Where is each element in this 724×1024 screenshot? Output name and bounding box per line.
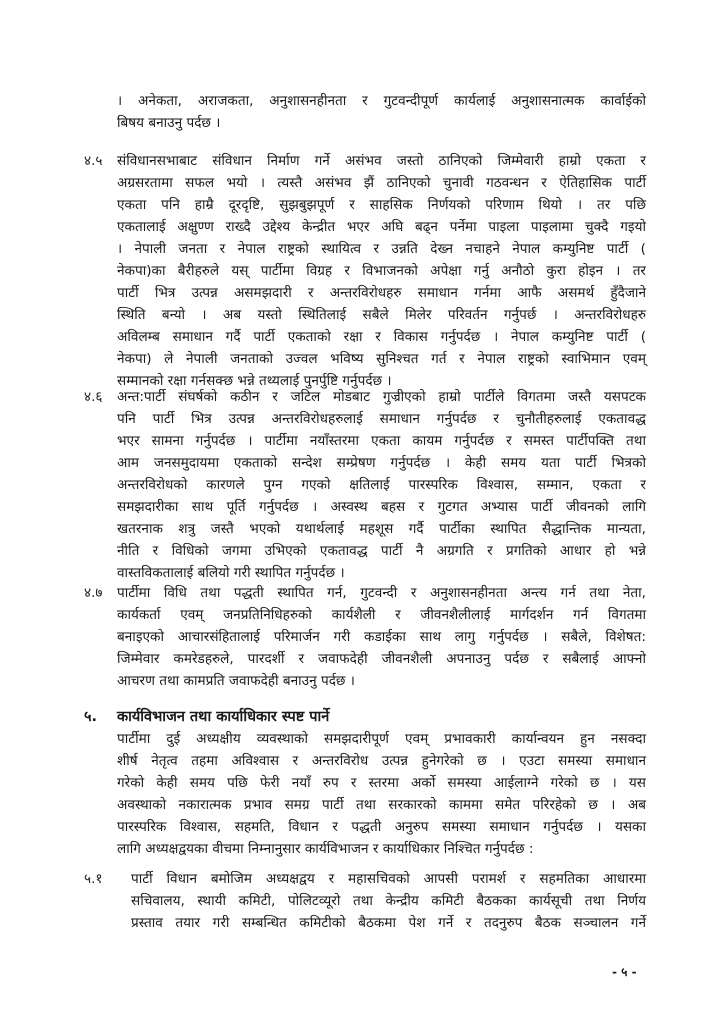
- paragraph-line: पारस्परिक विश्वास, सहमति, विधान र पद्धती अनुरुप समस्या समाधान गर्नुपर्दछ । यसका: [117, 819, 646, 835]
- paragraph-line: अग्रसरतामा सफल भयो । त्यस्तै असंभव झैं ठानिएको चुनावी गठवन्धन र ऐतिहासिक पार्टी: [117, 175, 646, 191]
- paragraph-line: अन्त:पार्टी संघर्षको कठीन र जटिल मोडबाट गुज्रीएको हाम्रो पार्टीले विगतमा जस्तै यसपटक: [117, 389, 646, 405]
- paragraph-line: प्रस्ताव तयार गरी सम्बन्धित कमिटीको बैठकमा पेश गर्ने र तदनुरुप बैठक सञ्चालन गर्ने: [131, 915, 646, 931]
- paragraph-line: समझदारीका साथ पूर्ति गर्नुपर्दछ । अस्वस्थ बहस र गुटगत अभ्यास पार्टी जीवनको लागि: [117, 499, 646, 515]
- chapter-number: ५.: [84, 709, 98, 725]
- paragraph-line: अवस्थाको नकारात्मक प्रभाव समग्र पार्टी तथा सरकारको काममा समेत परिरहेको छ । अब: [117, 797, 646, 813]
- paragraph-line: स्थिति बन्यो । अब यस्तो स्थितिलाई सबैले मिलेर परिवर्तन गर्नुपर्छ । अन्तरविरोधहरु: [117, 307, 646, 323]
- paragraph-line: कार्यकर्ता एवम् जनप्रतिनिधिहरुको कार्यशैली र जीवनशैलीलाई मार्गदर्शन गर्न विगतमा: [117, 607, 646, 623]
- paragraph-line: पार्टीमा दुई अध्यक्षीय व्यवस्थाको समझदारीपूर्ण एवम् प्रभावकारी कार्यान्वयन हुन नसक्दा: [117, 731, 646, 747]
- paragraph-line: भएर सामना गर्नुपर्दछ । पार्टीमा नयाँस्तरमा एकता कायम गर्नुपर्दछ र समस्त पार्टीपक्ति तथा: [117, 433, 646, 449]
- paragraph-line: बनाइएको आचारसंहितालाई परिमार्जन गरी कडाईका साथ लागु गर्नुपर्दछ । सबैले, विशेषत:: [117, 629, 646, 645]
- paragraph-line: नेकपा) ले नेपाली जनताको उज्वल भविष्य सुनिश्चत गर्त र नेपाल राष्ट्रको स्वाभिमान एवम्: [117, 351, 646, 367]
- paragraph-line: बिषय बनाउनु पर्दछ ।: [117, 115, 221, 131]
- paragraph-line: लागि अध्यक्षद्वयका वीचमा निम्नानुसार कार्यविभाजन र कार्याधिकार निश्चित गर्नुपर्दछ :: [117, 841, 534, 857]
- paragraph-line: । नेपाली जनता र नेपाल राष्ट्रको स्थायित्व र उन्नति देख्न नचाहने नेपाल कम्युनिष्ट पार्टी (: [117, 241, 646, 257]
- paragraph-line: सम्मानको रक्षा गर्नसक्छ भन्ने तथ्यलाई पुनर्पुष्टि गर्नुपर्दछ ।: [117, 373, 392, 389]
- paragraph-line: नीति र विधिको जगमा उभिएको एकतावद्ध पार्टी नै अग्रगति र प्रगतिको आधार हो भन्ने: [117, 543, 646, 559]
- paragraph-line: आचरण तथा कामप्रति जवाफदेही बनाउनु पर्दछ ।: [117, 673, 355, 689]
- paragraph-line: खतरनाक शत्रु जस्तै भएको यथार्थलाई महशूस गर्दै पार्टीका स्थापित सैद्धान्तिक मान्यता,: [117, 521, 646, 537]
- paragraph-line: आम जनसमुदायमा एकताको सन्देश सम्प्रेषण गर्नुपर्दछ । केही समय यता पार्टी भित्रको: [117, 455, 646, 471]
- paragraph-line: एकता पनि हाम्रै दूरदृष्टि, सुझबुझपूर्ण र साहसिक निर्णयको परिणाम थियो । तर पछि: [117, 197, 646, 213]
- section-number: ४.७: [84, 585, 103, 601]
- paragraph-line: पार्टीमा विधि तथा पद्धती स्थापित गर्न, गुटवन्दी र अनुशासनहीनता अन्त्य गर्न तथा नेता,: [117, 585, 646, 601]
- paragraph-line: । अनेकता, अराजकता, अनुशासनहीनता र गुटवन्दीपूर्ण कार्यलाई अनुशासनात्मक कार्वाईको: [117, 93, 646, 109]
- chapter-title: कार्यविभाजन तथा कार्याधिकार स्पष्ट पार्ने: [117, 709, 330, 725]
- paragraph-line: गरेको केही समय पछि फेरी नयाँ रुप र स्तरमा अर्को समस्या आईलाग्ने गरेको छ । यस: [117, 775, 646, 791]
- paragraph-line: संविधानसभाबाट संविधान निर्माण गर्ने असंभव जस्तो ठानिएको जिम्मेवारी हाम्रो एकता र: [117, 153, 646, 169]
- subsection-number: ५.१: [84, 871, 103, 887]
- paragraph-line: अविलम्ब समाधान गर्दै पार्टी एकताको रक्षा र विकास गर्नुपर्दछ । नेपाल कम्युनिष्ट पार्टी (: [117, 329, 646, 345]
- section-number: ४.६: [84, 389, 103, 405]
- page-number: - ५ -: [612, 965, 637, 979]
- section-number: ४.५: [84, 153, 103, 169]
- paragraph-line: एकतालाई अक्षुण्ण राख्दै उद्देश्य केन्द्रीत भएर अघि बढ्न पर्नेमा पाइला पाइलामा चुक्दै गइयो: [117, 219, 646, 235]
- paragraph-line: पनि पार्टी भित्र उत्पन्न अन्तरविरोधहरुलाई समाधान गर्नुपर्दछ र चुनौतीहरुलाई एकतावद्ध: [117, 411, 646, 427]
- paragraph-line: नेकपा)का बैरीहरुले यस् पार्टीमा विग्रह र विभाजनको अपेक्षा गर्नु अनौठो कुरा होइन । तर: [117, 263, 646, 279]
- paragraph-line: अन्तरविरोधको कारणले पुग्न गएको क्षतिलाई पारस्परिक विश्वास, सम्मान, एकता र: [117, 477, 646, 493]
- paragraph-line: सचिवालय, स्थायी कमिटी, पोलिटव्यूरो तथा केन्द्रीय कमिटी बैठकका कार्यसूची तथा निर्णय: [131, 893, 646, 909]
- paragraph-line: शीर्ष नेतृत्व तहमा अविश्वास र अन्तरविरोध उत्पन्न हुनेगरेको छ । एउटा समस्या समाधान: [117, 753, 646, 769]
- paragraph-line: जिम्मेवार कमरेडहरुले, पारदर्शी र जवाफदेही जीवनशैली अपनाउनु पर्दछ र सबैलाई आफ्नो: [117, 651, 646, 667]
- paragraph-line: वास्तविकतालाई बलियो गरी स्थापित गर्नुपर्दछ ।: [117, 565, 345, 581]
- paragraph-line: पार्टी भित्र उत्पन्न असमझदारी र अन्तरविरोधहरु समाधान गर्नमा आफै असमर्थ हुँदैजाने: [117, 285, 646, 301]
- paragraph-line: पार्टी विधान बमोजिम अध्यक्षद्वय र महासचिवको आपसी परामर्श र सहमतिका आधारमा: [131, 871, 646, 887]
